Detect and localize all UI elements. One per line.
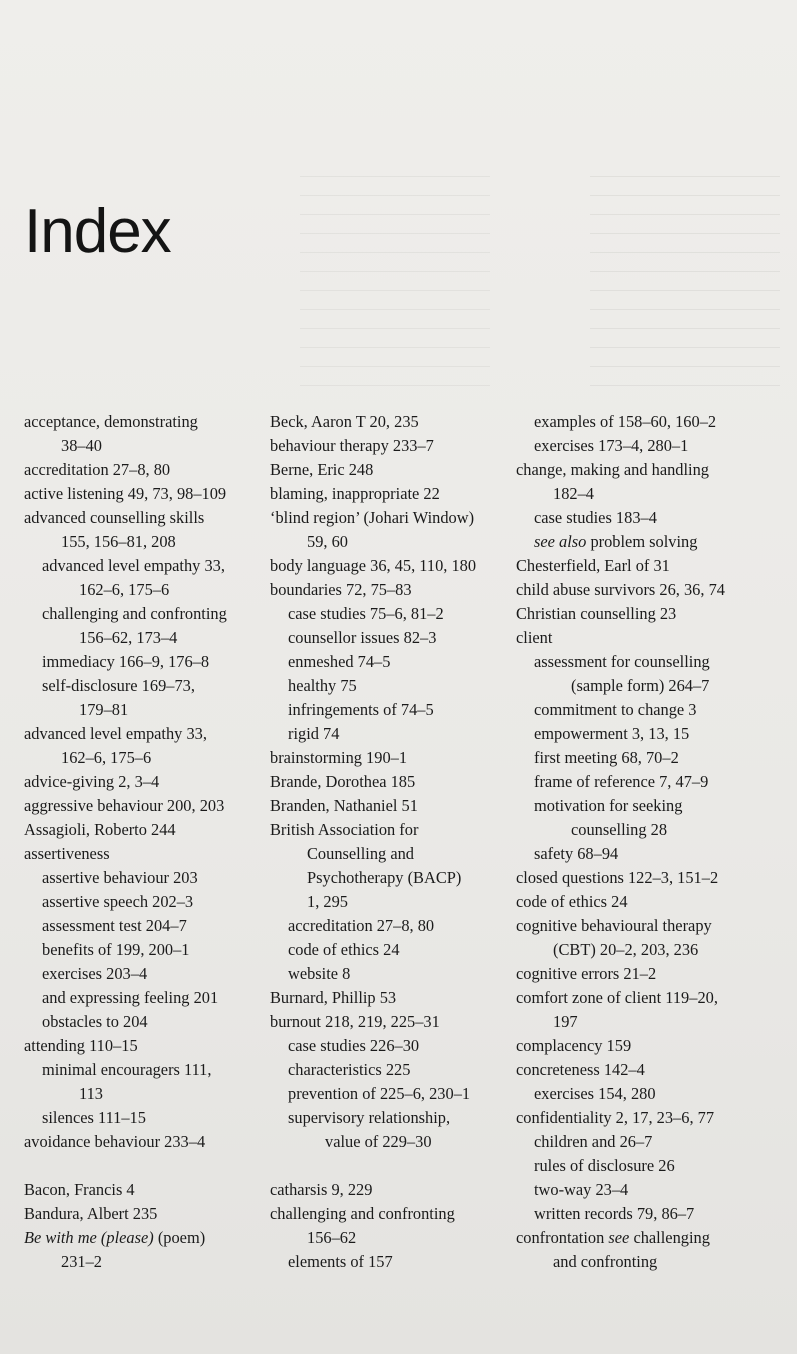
index-entry: assessment for counselling (534, 652, 710, 671)
index-entry: silences 111–15 (42, 1108, 146, 1127)
index-entry: 113 (79, 1084, 103, 1103)
index-entry: written records 79, 86–7 (534, 1204, 695, 1223)
index-entry: first meeting 68, 70–2 (534, 748, 679, 767)
index-entry: characteristics 225 (288, 1060, 411, 1079)
index-entry: prevention of 225–6, 230–1 (288, 1084, 471, 1103)
index-entry: Counselling and (307, 844, 414, 863)
index-entry: website 8 (288, 964, 351, 983)
index-entry: code of ethics 24 (288, 940, 400, 959)
index-entry: exercises 173–4, 280–1 (534, 436, 689, 455)
index-entry: client (516, 628, 553, 647)
index-entry: benefits of 199, 200–1 (42, 940, 190, 959)
index-entry: enmeshed 74–5 (288, 652, 391, 671)
index-entry: immediacy 166–9, 176–8 (42, 652, 210, 671)
index-entry: burnout 218, 219, 225–31 (270, 1012, 440, 1031)
index-entry: cognitive behavioural therapy (516, 916, 712, 935)
index-entry: change, making and handling (516, 460, 709, 479)
index-entry: frame of reference 7, 47–9 (534, 772, 709, 791)
index-entry: attending 110–15 (24, 1036, 138, 1055)
index-entry: active listening 49, 73, 98–109 (24, 484, 227, 503)
index-column-1 (24, 410, 259, 1274)
index-entry: challenging and confronting (42, 604, 227, 623)
index-entry: rules of disclosure 26 (534, 1156, 675, 1175)
index-entry: Bacon, Francis 4 (24, 1180, 135, 1199)
index-entry: Psychotherapy (BACP) (307, 868, 462, 887)
index-entry: case studies 75–6, 81–2 (288, 604, 444, 623)
index-entry: exercises 203–4 (42, 964, 148, 983)
show-through-texture (300, 176, 490, 396)
index-entry: Assagioli, Roberto 244 (24, 820, 176, 839)
index-entry: comfort zone of client 119–20, (516, 988, 718, 1007)
index-entry: Be with me (please) (poem) (24, 1228, 206, 1247)
index-entry: 59, 60 (307, 532, 348, 551)
index-entry: 182–4 (553, 484, 594, 503)
index-entry: complacency 159 (516, 1036, 632, 1055)
index-entry: supervisory relationship, (288, 1108, 451, 1127)
index-entry: 156–62 (307, 1228, 357, 1247)
index-entry: acceptance, demonstrating (24, 412, 198, 431)
index-entry: advanced level empathy 33, (42, 556, 225, 575)
index-entry: 162–6, 175–6 (79, 580, 170, 599)
index-entry: infringements of 74–5 (288, 700, 434, 719)
index-entry: value of 229–30 (325, 1132, 432, 1151)
index-entry: Chesterfield, Earl of 31 (516, 556, 670, 575)
index-entry: behaviour therapy 233–7 (270, 436, 434, 455)
index-entry: Brande, Dorothea 185 (270, 772, 416, 791)
index-entry: commitment to change 3 (534, 700, 697, 719)
index-entry: rigid 74 (288, 724, 340, 743)
index-entry: children and 26–7 (534, 1132, 653, 1151)
index-entry: code of ethics 24 (516, 892, 628, 911)
index-entry: Branden, Nathaniel 51 (270, 796, 418, 815)
index-entry: blaming, inappropriate 22 (270, 484, 440, 503)
index-entry: safety 68–94 (534, 844, 619, 863)
index-entry: 162–6, 175–6 (61, 748, 152, 767)
index-entry: British Association for (270, 820, 419, 839)
index-entry: concreteness 142–4 (516, 1060, 645, 1079)
show-through-texture (590, 176, 780, 396)
index-entry: Berne, Eric 248 (270, 460, 374, 479)
index-entry: 197 (553, 1012, 578, 1031)
index-entry: Bandura, Albert 235 (24, 1204, 158, 1223)
index-entry: catharsis 9, 229 (270, 1180, 373, 1199)
index-entry: accreditation 27–8, 80 (24, 460, 171, 479)
index-entry: 38–40 (61, 436, 102, 455)
index-column-2 (270, 410, 510, 1274)
index-entry: assertive speech 202–3 (42, 892, 194, 911)
index-entry: examples of 158–60, 160–2 (534, 412, 717, 431)
index-entry: assessment test 204–7 (42, 916, 187, 935)
index-entry: Christian counselling 23 (516, 604, 677, 623)
index-entry: cognitive errors 21–2 (516, 964, 657, 983)
index-entry: and expressing feeling 201 (42, 988, 219, 1007)
index-entry: elements of 157 (288, 1252, 393, 1271)
index-entry: assertiveness (24, 844, 110, 863)
index-entry: case studies 226–30 (288, 1036, 420, 1055)
index-entry: accreditation 27–8, 80 (288, 916, 435, 935)
index-entry: advice-giving 2, 3–4 (24, 772, 160, 791)
index-entry: motivation for seeking (534, 796, 683, 815)
index-entry: self-disclosure 169–73, (42, 676, 195, 695)
index-entry: advanced level empathy 33, (24, 724, 207, 743)
index-entry: confidentiality 2, 17, 23–6, 77 (516, 1108, 715, 1127)
index-entry: Beck, Aaron T 20, 235 (270, 412, 419, 431)
page-title: Index (24, 197, 171, 266)
index-entry: body language 36, 45, 110, 180 (270, 556, 477, 575)
index-entry: two-way 23–4 (534, 1180, 629, 1199)
index-entry: advanced counselling skills (24, 508, 205, 527)
index-entry: 231–2 (61, 1252, 102, 1271)
letter-group-gap (270, 1154, 510, 1178)
index-entry: child abuse survivors 26, 36, 74 (516, 580, 725, 599)
index-entry: boundaries 72, 75–83 (270, 580, 412, 599)
index-entry: minimal encouragers 111, (42, 1060, 212, 1079)
index-entry: aggressive behaviour 200, 203 (24, 796, 225, 815)
index-entry: (CBT) 20–2, 203, 236 (553, 940, 699, 959)
index-entry: ‘blind region’ (Johari Window) (270, 508, 475, 527)
index-entry: avoidance behaviour 233–4 (24, 1132, 206, 1151)
index-entry: confrontation see challenging (516, 1228, 710, 1247)
index-entry: obstacles to 204 (42, 1012, 148, 1031)
index-entry: see also problem solving (534, 532, 698, 551)
index-entry: 179–81 (79, 700, 129, 719)
index-entry: (sample form) 264–7 (571, 676, 710, 695)
index-entry: 156–62, 173–4 (79, 628, 178, 647)
index-entry: counselling 28 (571, 820, 668, 839)
index-entry: Burnard, Phillip 53 (270, 988, 397, 1007)
index-entry: and confronting (553, 1252, 658, 1271)
index-entry: empowerment 3, 13, 15 (534, 724, 690, 743)
index-entry: 155, 156–81, 208 (61, 532, 176, 551)
index-entry: exercises 154, 280 (534, 1084, 656, 1103)
index-entry: 1, 295 (307, 892, 348, 911)
index-entry: counsellor issues 82–3 (288, 628, 437, 647)
index-column-3 (516, 410, 794, 1274)
index-entry: assertive behaviour 203 (42, 868, 198, 887)
index-entry: brainstorming 190–1 (270, 748, 408, 767)
index-entry: challenging and confronting (270, 1204, 455, 1223)
index-entry: closed questions 122–3, 151–2 (516, 868, 719, 887)
index-entry: case studies 183–4 (534, 508, 657, 527)
index-entry: healthy 75 (288, 676, 357, 695)
letter-group-gap (24, 1154, 259, 1178)
